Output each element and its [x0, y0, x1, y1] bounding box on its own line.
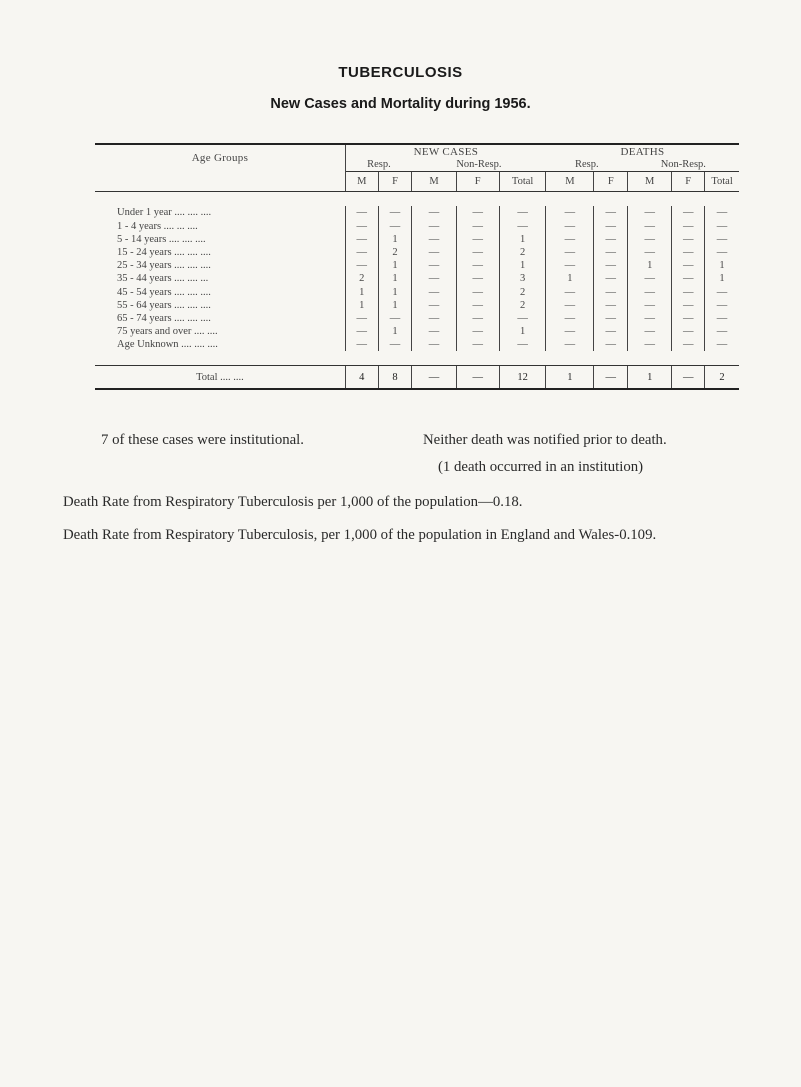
table-cell: —	[672, 246, 705, 259]
table-cell: —	[378, 312, 412, 325]
note-death-occurred: (1 death occurred in an institution)	[438, 459, 644, 475]
table-row	[95, 206, 739, 219]
table-cell: —	[456, 338, 499, 351]
note-institutional: 7 of these cases were institutional.	[101, 432, 304, 448]
table-cell: —	[499, 338, 546, 351]
age-group-label: 5 - 14 years .... .... ....	[117, 233, 206, 245]
table-cell: —	[594, 206, 628, 219]
table-row	[95, 338, 739, 351]
tuberculosis-table	[95, 143, 739, 390]
table-cell: —	[546, 338, 594, 351]
table-cell: 1	[499, 325, 546, 338]
table-cell: 1	[378, 233, 412, 246]
table-cell: —	[412, 325, 456, 338]
total-cell: —	[594, 366, 628, 389]
age-group-label: Under 1 year .... .... ....	[117, 207, 212, 219]
table-cell: —	[412, 259, 456, 272]
table-cell: —	[546, 312, 594, 325]
col-header: M	[345, 172, 378, 192]
table-cell: —	[456, 325, 499, 338]
table-row	[95, 286, 739, 299]
table-cell: 1	[345, 299, 378, 312]
col-header: M	[546, 172, 594, 192]
table-cell: —	[594, 272, 628, 285]
table-cell: —	[628, 246, 672, 259]
table-cell: —	[412, 233, 456, 246]
col-header: F	[672, 172, 705, 192]
table-cell: —	[672, 272, 705, 285]
note-neither-notified: Neither death was notified prior to death.	[423, 432, 667, 448]
col-header: F	[456, 172, 499, 192]
table-cell: —	[546, 220, 594, 233]
age-group-label: 25 - 34 years .... .... ....	[117, 260, 211, 272]
age-col-blank	[95, 172, 345, 192]
table-row	[95, 246, 739, 259]
table-cell: 1	[705, 259, 739, 272]
table-cell: —	[594, 246, 628, 259]
table-cell: 2	[499, 286, 546, 299]
total-cell: —	[672, 366, 705, 389]
table-cell: —	[345, 246, 378, 259]
table-cell: —	[412, 246, 456, 259]
table-cell: —	[594, 325, 628, 338]
table-cell: —	[499, 220, 546, 233]
table-cell: —	[546, 299, 594, 312]
table-cell: —	[345, 338, 378, 351]
table-cell: 1	[378, 286, 412, 299]
table-cell: —	[628, 233, 672, 246]
table-cell: —	[345, 259, 378, 272]
age-group-label: 45 - 54 years .... .... ....	[117, 286, 211, 298]
total-cell: 12	[499, 366, 546, 389]
table-row	[95, 220, 739, 233]
table-cell: —	[628, 299, 672, 312]
table-row	[95, 259, 739, 272]
age-group-label: Age Unknown .... .... ....	[117, 339, 218, 351]
table-cell: —	[628, 338, 672, 351]
total-cell: 1	[628, 366, 672, 389]
table-cell: —	[705, 299, 739, 312]
table-cell: —	[705, 233, 739, 246]
table-cell: —	[456, 286, 499, 299]
table-cell: 1	[499, 233, 546, 246]
table-row	[95, 325, 739, 338]
table-cell: —	[378, 220, 412, 233]
table-cell: —	[705, 220, 739, 233]
table-cell: —	[412, 220, 456, 233]
new-cases-header: NEW CASES	[345, 145, 546, 158]
table-cell: —	[456, 233, 499, 246]
table-cell: —	[672, 312, 705, 325]
table-cell: 1	[378, 299, 412, 312]
table-cell: —	[456, 312, 499, 325]
total-cell: 2	[705, 366, 739, 389]
total-cell: 4	[345, 366, 378, 389]
table-cell: —	[672, 338, 705, 351]
page-subtitle: New Cases and Mortality during 1956.	[270, 96, 531, 112]
table-cell: 1	[345, 286, 378, 299]
table-cell: 1	[628, 259, 672, 272]
new-cases-nonresp-header: Non-Resp.	[456, 159, 502, 171]
age-group-label: 75 years and over .... ....	[117, 326, 218, 338]
note-death-rate-england: Death Rate from Respiratory Tuberculosis, per 1,000 of the population in England and Wales-0.109.	[63, 527, 657, 543]
col-header: F	[594, 172, 628, 192]
table-cell: —	[412, 286, 456, 299]
note-death-rate-local: Death Rate from Respiratory Tuberculosis per 1,000 of the population—0.18.	[63, 494, 523, 510]
table-row	[95, 233, 739, 246]
table-cell: 2	[499, 299, 546, 312]
table-cell: —	[499, 312, 546, 325]
table-cell: 1	[499, 259, 546, 272]
table-cell: —	[378, 206, 412, 219]
table-cell: —	[546, 246, 594, 259]
table-cell: —	[594, 233, 628, 246]
table-cell: —	[546, 325, 594, 338]
age-group-label: 1 - 4 years .... ... ....	[117, 220, 198, 232]
col-header: M	[628, 172, 672, 192]
table-cell: —	[412, 338, 456, 351]
table-cell: —	[672, 233, 705, 246]
table-cell: 1	[378, 259, 412, 272]
table-cell: —	[672, 220, 705, 233]
table-cell: 1	[546, 272, 594, 285]
table-cell: —	[594, 286, 628, 299]
table-cell: —	[546, 286, 594, 299]
col-header: Total	[499, 172, 546, 192]
total-label: Total .... ....	[95, 366, 345, 389]
table-cell: 1	[705, 272, 739, 285]
table-cell: 2	[499, 246, 546, 259]
table-cell: —	[412, 206, 456, 219]
table-cell: —	[705, 338, 739, 351]
table-cell: —	[345, 233, 378, 246]
table-cell: —	[672, 259, 705, 272]
table-cell: —	[705, 286, 739, 299]
col-header: Total	[705, 172, 739, 192]
table-cell: 1	[378, 272, 412, 285]
table-cell: —	[628, 220, 672, 233]
table-cell: —	[672, 325, 705, 338]
col-header: F	[378, 172, 412, 192]
deaths-resp-header: Resp.	[574, 159, 599, 171]
page-title: TUBERCULOSIS	[338, 64, 463, 81]
table-cell: —	[546, 206, 594, 219]
table-cell: —	[412, 272, 456, 285]
table-row	[95, 299, 739, 312]
table-cell: —	[456, 246, 499, 259]
table-cell: —	[412, 312, 456, 325]
table-cell: —	[594, 259, 628, 272]
table-cell: —	[546, 259, 594, 272]
table-cell: —	[345, 325, 378, 338]
table-cell: —	[594, 299, 628, 312]
age-group-label: 55 - 64 years .... .... ....	[117, 299, 211, 311]
col-header: M	[412, 172, 456, 192]
total-cell: —	[412, 366, 456, 389]
table-cell: —	[672, 299, 705, 312]
total-cell: —	[456, 366, 499, 389]
table-cell: —	[499, 206, 546, 219]
table-cell: —	[456, 220, 499, 233]
age-group-label: 35 - 44 years .... .... ...	[117, 273, 209, 285]
total-cell: 1	[546, 366, 594, 389]
table-cell: —	[672, 206, 705, 219]
table-cell: —	[412, 299, 456, 312]
table-cell: —	[594, 312, 628, 325]
table-cell: —	[594, 338, 628, 351]
total-cell: 8	[378, 366, 412, 389]
deaths-nonresp-header: Non-Resp.	[660, 159, 706, 171]
table-cell: —	[705, 246, 739, 259]
table-row	[95, 312, 739, 325]
table-cell: —	[705, 312, 739, 325]
total-row	[95, 366, 739, 389]
table-cell: —	[672, 286, 705, 299]
table-row	[95, 272, 739, 285]
table-cell: —	[456, 259, 499, 272]
table-cell: —	[628, 312, 672, 325]
table-cell: —	[456, 206, 499, 219]
table-cell: —	[345, 312, 378, 325]
table-cell: —	[628, 206, 672, 219]
table-cell: —	[705, 206, 739, 219]
age-group-label: 15 - 24 years .... .... ....	[117, 247, 211, 259]
table-cell: —	[345, 220, 378, 233]
table-cell: —	[628, 286, 672, 299]
table-cell: —	[456, 299, 499, 312]
table-cell: —	[628, 325, 672, 338]
table-cell: 3	[499, 272, 546, 285]
table-cell: 2	[345, 272, 378, 285]
table-cell: —	[594, 220, 628, 233]
table-cell: 1	[378, 325, 412, 338]
table-cell: —	[378, 338, 412, 351]
table-cell: —	[546, 233, 594, 246]
deaths-header: DEATHS	[620, 145, 665, 158]
table-cell: —	[456, 272, 499, 285]
table-cell: —	[628, 272, 672, 285]
table-cell: —	[705, 325, 739, 338]
table-cell: 2	[378, 246, 412, 259]
new-cases-resp-header: Resp.	[345, 158, 412, 172]
table-cell: —	[345, 206, 378, 219]
age-group-label: 65 - 74 years .... .... ....	[117, 312, 211, 324]
age-groups-header: Age Groups	[191, 152, 249, 165]
